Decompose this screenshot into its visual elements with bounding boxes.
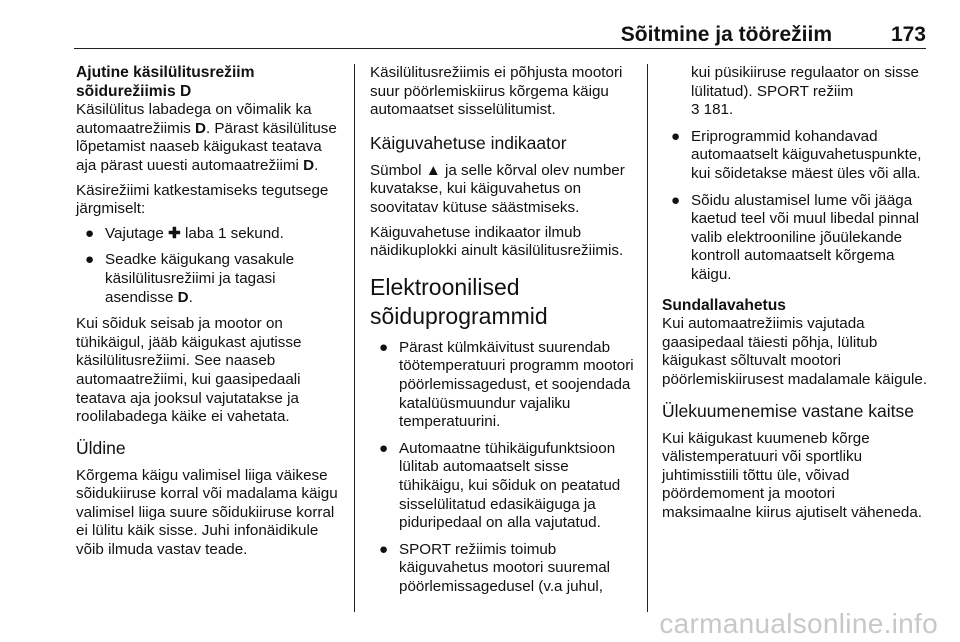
list-item-continued: kui püsikiiruse regulaator on sisse lülitatud). SPORT režiim 3 181. [691, 64, 919, 119]
list-item: ● Automaatne tühikäigufunktsioon lülitab automaatselt sisse tühikäigu, kui sõiduk on peatatud sisselülitatud edasikäiguga ja piduripedaal on alla vajutatud. [379, 439, 621, 532]
bullet-list [662, 64, 928, 285]
paragraph: Kui käigukast kuumeneb kõrge välistemperatuuri või sportliku juhtimisstiili tõttu üle, võivad pöördemoment ja mootori maksimaalne kiirus ajutiselt väheneda. [662, 429, 923, 521]
heading-temporary-manual-mode: Ajutine käsilülitusrežiim sõidurežiimis D [76, 64, 255, 100]
paragraph: Käsilülitusrežiimis ei põhjusta mootori suur pöörlemiskiirus kõrgema käigu automaatset sisselülitumist. [370, 64, 623, 119]
heading-general: Üldine [76, 437, 126, 458]
plus-icon: ✚ [168, 224, 181, 242]
list-item: ● Eriprogrammid kohandavad automaatselt käiguvahetuspunkte, kui sõidetakse mäest üles või alla. [671, 127, 922, 182]
bullet-list [76, 225, 344, 307]
column-1 [76, 64, 344, 566]
page-number: 173 [890, 23, 926, 46]
list-item: ● SPORT režiimis toimub käiguvahetus mootori suuremal pöörlemissagedusel (v.a juhul, [379, 540, 611, 595]
list-item: ● Pärast külmkäivitust suurendab töötemperatuuri programm mootori pöörlemissagedust, et soojendada katalüüsmuundur vajaliku temperatuurini. [379, 338, 634, 431]
paragraph: Käsilülitus labadega on võimalik ka automaatrežiimis D. Pärast käsilülituse lõpetamist naaseb käigukast teatava aja pärast uuesti automaatrežiimi D. [76, 101, 337, 174]
heading-electronic-driving-programs: Elektroonilised sõiduprogrammid [370, 273, 548, 329]
page-header [74, 22, 926, 49]
list-item: ● Sõidu alustamisel lume või jääga kaetud teel või muul libedal pinnal valib elektrooniline jõuülekande kontroll automaatselt kõrgema käigu. [671, 191, 919, 283]
list-item: ● Vajutage ✚ laba 1 sekund. [85, 224, 284, 242]
column-2 [370, 64, 636, 604]
column-divider [354, 64, 355, 612]
heading-overheat-protection: Ülekuumenemise vastane kaitse [662, 400, 914, 421]
paragraph: Kõrgema käigu valimisel liiga väikese sõidukiiruse korral või madalama käigu valimisel liiga suure sõidukiiruse korral ei lülitu käik sisse. Juhi infonäidikule võib ilmuda vastav teade. [76, 466, 338, 559]
watermark: carmanualsonline.info [659, 608, 938, 639]
triangle-icon: ▲ [425, 161, 441, 179]
paragraph: Sümbol ▲ ja selle kõrval olev number kuvatakse, kui käiguvahetus on soovitatav kütuse säästmiseks. [370, 161, 625, 216]
heading-kickdown: Sundallavahetus [662, 296, 786, 314]
paragraph: Kui sõiduk seisab ja mootor on tühikäigul, jääb käigukast ajutisse käsilülitusrežiimi. See naaseb automaatrežiimi, kui gaasipedaali teatava aja jooksul vajutatakse ja roolilabadega käike ei vahetata. [76, 315, 302, 426]
section-title: Sõitmine ja töörežiim [620, 23, 832, 46]
paragraph: Käiguvahetuse indikaator ilmub näidikuplokki ainult käsilülitusrežiimis. [370, 223, 624, 260]
column-divider [647, 64, 648, 612]
paragraph: Käsirežiimi katkestamiseks tegutsege järgmiselt: [76, 181, 329, 218]
list-item: ● Seadke käigukang vasakule käsilülitusrežiimi ja tagasi asendisse D. [85, 251, 295, 306]
paragraph: Kui automaatrežiimis vajutada gaasipedaal täiesti põhja, lülitub käigukast sõltuvalt mootori pöörlemiskiirusest madalamale käigule. [662, 315, 928, 388]
page-reference: 3 181. [691, 101, 734, 119]
bullet-list [370, 339, 636, 597]
heading-shift-indicator: Käiguvahetuse indikaator [370, 132, 567, 153]
column-3 [662, 64, 928, 528]
